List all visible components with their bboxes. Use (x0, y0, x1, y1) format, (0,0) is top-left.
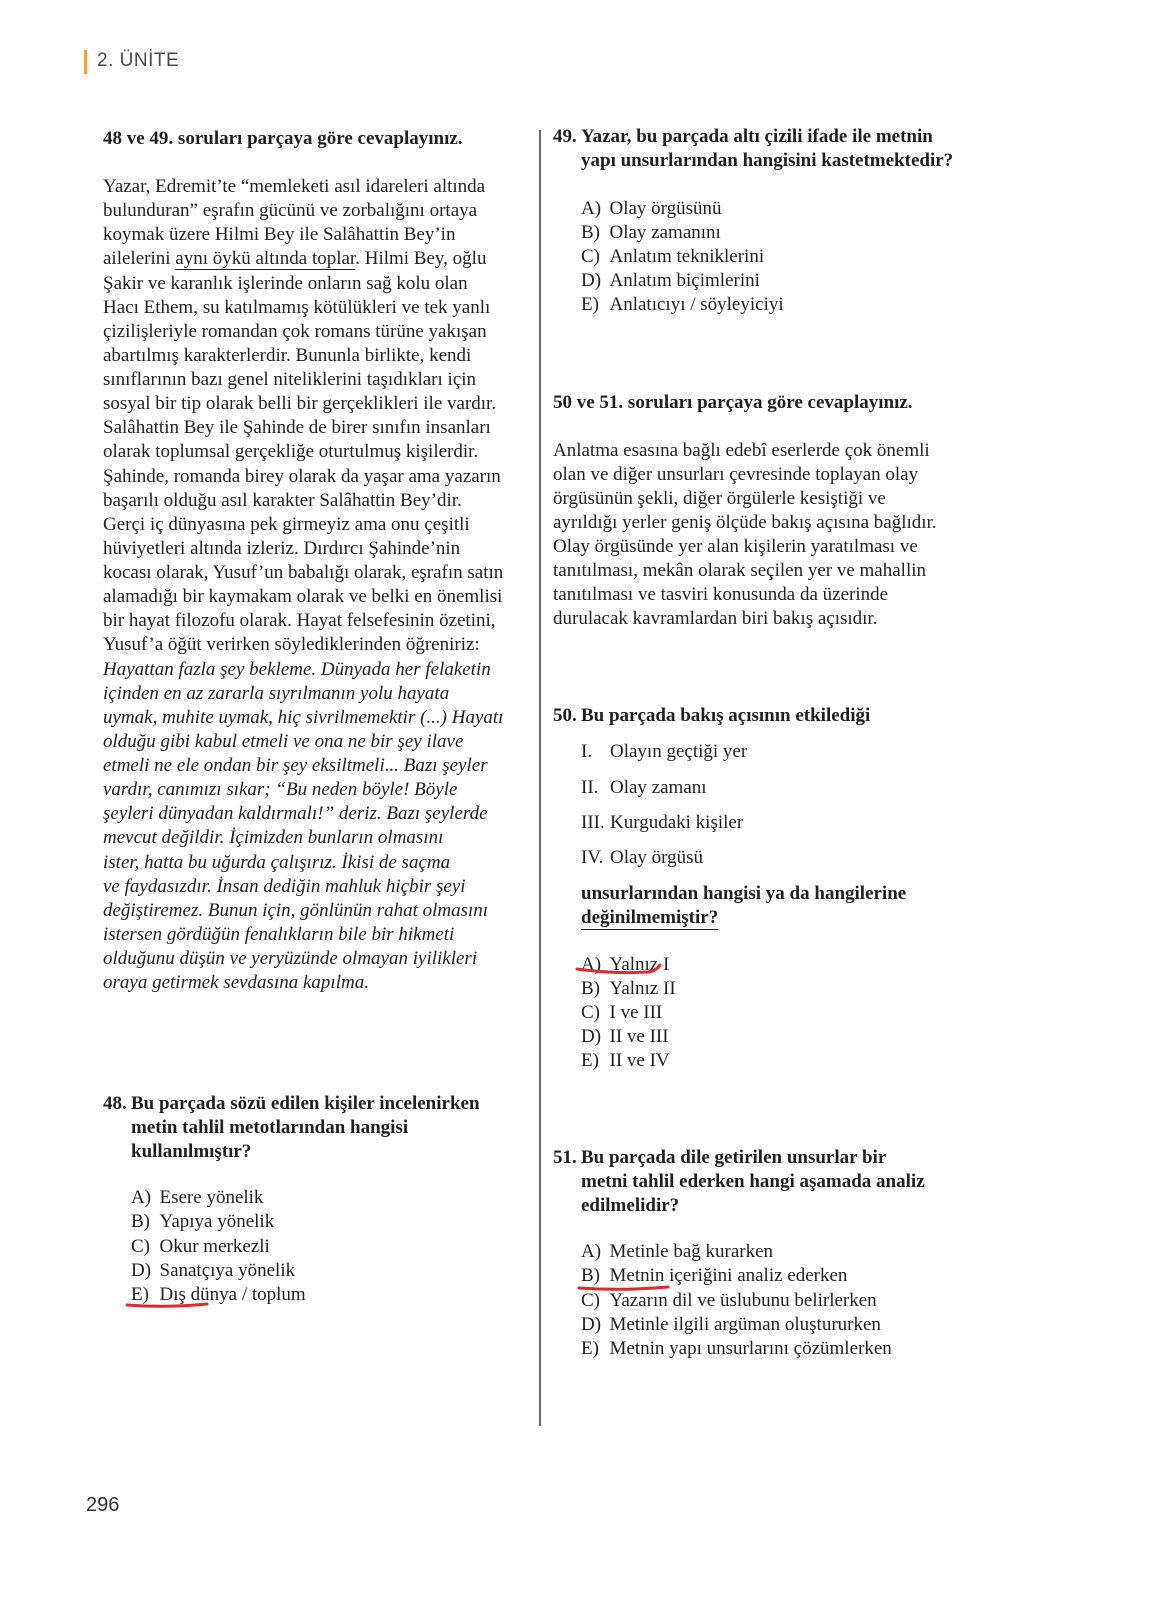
question-number: 51. (553, 1147, 577, 1168)
option-letter: C) (581, 1002, 600, 1023)
quote-line: uymak, muhite uymak, hiç sivrilmemektir (...) Hayatı (103, 706, 504, 728)
option-text: Metnin yapı unsurlarını çözümlerken (609, 1338, 892, 1359)
question-number: 50. (553, 705, 577, 726)
passage-line: Salâhattin Bey ile Şahinde de birer sınıfın insanları (103, 417, 491, 439)
answer-option (581, 245, 784, 269)
unit-accent-bar (84, 50, 87, 74)
option-letter: A) (581, 954, 602, 975)
item-numeral: II. (581, 776, 599, 798)
answer-option (581, 197, 784, 221)
option-letter: D) (581, 270, 602, 291)
question-49 (553, 125, 953, 173)
answer-option (131, 1259, 306, 1283)
question-number: 49. (553, 126, 577, 147)
quote-line: şeyleri dünyadan kaldırmalı!” deriz. Bazı şeylerde (103, 803, 488, 825)
quote-line: vardır, canımızı sıkar; “Bu neden böyle! Böyle (103, 779, 458, 801)
option-text: Anlatım biçimlerini (609, 270, 760, 291)
item-numeral: I. (581, 741, 593, 763)
quote-line: oraya getirmek sevdasına kapılma. (103, 972, 369, 994)
option-text: Okur merkezli (159, 1235, 270, 1257)
passage-line: kocası olarak, Yusuf’un babalığı olarak, eşrafın satın (103, 562, 504, 583)
item-text: Olay zamanı (610, 776, 707, 798)
option-text: Yazarın dil ve üslubunu belirlerken (609, 1289, 877, 1311)
stem-line: Bu parçada sözü edilen kişiler incelenirken (131, 1093, 480, 1114)
column-divider (539, 130, 541, 1426)
quote-line: ister, hatta bu uğurda çalışırız. İkisi de saçma (103, 851, 451, 873)
options-50 (581, 953, 676, 1073)
passage-line: hüviyetleri altında izleriz. Dırdırcı Şahinde’nin (103, 537, 461, 559)
passage-line: bir hayat filozofu olarak. Hayat felsefesinin özetini, (103, 610, 496, 632)
answer-option-marked (131, 1283, 306, 1307)
option-letter: A) (581, 198, 602, 219)
quote-line: mevcut değildir. İçimizden bunların olmasını (103, 827, 444, 849)
answer-option (581, 1337, 892, 1361)
answer-option (581, 977, 676, 1001)
option-letter: D) (581, 1313, 602, 1335)
answer-option (581, 1240, 892, 1264)
stem-line: metni tahlil ederken hangi aşamada analiz (581, 1171, 925, 1192)
stem-line: Yazar, bu parçada altı çizili ifade ile metnin (581, 126, 933, 147)
stem-line: metin tahlil metotlarından hangisi (131, 1117, 409, 1138)
statement-item (581, 840, 747, 875)
option-letter: B) (581, 222, 600, 243)
question-48 (103, 1092, 480, 1164)
item-numeral: III. (581, 811, 605, 833)
unit-label: 2. ÜNİTE (97, 50, 180, 71)
statement-item (581, 734, 747, 769)
quote-line: olduğunu düşün ve yeryüzünde olmayan iyilikleri (103, 948, 478, 969)
stem-line: Bu parçada dile getirilen unsurlar bir (581, 1147, 887, 1168)
question-number: 48. (103, 1093, 127, 1114)
option-text: Sanatçıya yönelik (159, 1259, 296, 1281)
answer-option (581, 1001, 676, 1025)
question-stem: Bu parçada bakış açısının etkilediği (581, 705, 871, 726)
passage-line: sosyal bir tip olarak belli bir gerçeklikleri ile vardır. (103, 393, 497, 415)
passage-line: Şahinde, romanda birey olarak da yaşar ama yazarın (103, 465, 501, 487)
stem-line: kullanılmıştır? (131, 1141, 252, 1162)
passage-line: abartılmış karakterlerdir. Bununla birlikte, kendi (103, 344, 472, 366)
answer-option (581, 293, 784, 317)
option-letter: E) (581, 1050, 599, 1071)
option-letter: B) (581, 978, 600, 999)
option-text: Yalnız II (609, 978, 676, 999)
passage-line: Gerçi iç dünyasına pek girmeyiz ama onu çeşitli (103, 513, 470, 535)
option-letter: A) (581, 1241, 602, 1262)
passage-line: olan ve diğer unsurları çevresinde toplayan olay (553, 464, 919, 485)
quote-line: olduğu gibi kabul etmeli ve ona ne bir şey ilave (103, 730, 464, 752)
question-stem (553, 125, 953, 173)
option-text: Metinle bağ kurarken (609, 1241, 774, 1262)
underlined-phrase: aynı öykü altında toplar (175, 248, 356, 270)
answer-option (131, 1186, 306, 1210)
statement-item (581, 770, 747, 805)
option-letter: B) (581, 1265, 600, 1287)
question-stem (103, 1092, 480, 1164)
question-stem (553, 1146, 925, 1218)
option-text: II ve IV (609, 1050, 670, 1071)
question-50-stem-continuation (581, 882, 906, 930)
option-letter: E) (581, 294, 599, 315)
options-49 (581, 197, 784, 317)
item-numeral: IV. (581, 847, 604, 869)
question-51 (553, 1146, 925, 1218)
option-text: Yalnız I (609, 954, 670, 975)
answer-option (581, 1025, 676, 1049)
option-letter: D) (581, 1026, 602, 1047)
page-number: 296 (86, 1494, 120, 1516)
passage-line: Olay örgüsünde yer alan kişilerin yaratılması ve (553, 536, 918, 557)
options-48 (131, 1186, 306, 1307)
passage-line: çizilişleriyle romandan çok romans türüne yakışan (103, 320, 487, 342)
answer-option (581, 221, 784, 245)
passage-line: Hacı Ethem, su katılmamış kötülükleri ve tek yanlı (103, 296, 491, 318)
passage-line: tanıtılması ve tasviri konusunda da üzerinde (553, 584, 889, 605)
stem-line: unsurlarından hangisi ya da hangilerine (581, 883, 907, 904)
item-text: Olay örgüsü (610, 847, 704, 869)
option-letter: E) (131, 1284, 149, 1305)
answer-option (581, 1289, 892, 1313)
option-letter: D) (131, 1259, 152, 1281)
passage-line: bulunduran” eşrafın gücünü ve zorbalığını ortaya (103, 200, 478, 222)
option-text: Olay zamanını (609, 222, 721, 243)
option-letter: A) (131, 1187, 152, 1208)
option-text: Dış dünya / toplum (159, 1284, 306, 1305)
passage-text: ailelerini (103, 248, 176, 270)
item-text: Kurgudaki kişiler (610, 811, 744, 833)
option-text: Esere yönelik (159, 1187, 264, 1208)
passage-line: olarak toplumsal gerçekliğe oturtulmuş kişilerdir. (103, 441, 479, 463)
options-51 (581, 1240, 892, 1361)
instruction-48-49: 48 ve 49. soruları parçaya göre cevaplayınız. (103, 128, 463, 149)
passage-line: Yazar, Edremit’te “memleketi asıl idareleri altında (103, 176, 486, 197)
quote-line: içinden en az zararla sıyrılmanın yolu hayata (103, 682, 450, 704)
passage-line: başarılı olduğu asıl karakter Salâhattin Bey’dir. (103, 489, 462, 511)
answer-option (581, 1049, 676, 1073)
passage-line: alamadığı bir kaymakam olarak ve belki en önemlisi (103, 586, 503, 608)
stem-line: edilmelidir? (581, 1195, 680, 1216)
passage-line: Şakir ve karanlık işlerinde onların sağ kolu olan (103, 272, 468, 294)
stem-line (581, 906, 906, 930)
option-text: Metinle ilgili argüman oluştururken (609, 1313, 881, 1335)
passage-line: Yusuf’a öğüt verirken söylediklerinden öğreniriz: (103, 634, 480, 656)
passage-line: koymak üzere Hilmi Bey ile Salâhattin Bey’in (103, 224, 456, 246)
answer-option (581, 269, 784, 293)
option-text: Anlatım tekniklerini (609, 246, 765, 267)
option-letter: C) (581, 246, 600, 267)
quote-line: etmeli ne ele ondan bir şey eksiltmeli... Bazı şeyler (103, 755, 488, 776)
option-text: Metnin içeriğini analiz ederken (609, 1265, 848, 1287)
option-text: Anlatıcıyı / söyleyiciyi (609, 294, 784, 315)
passage-line: sınıflarının bazı genel niteliklerini taşıdıkları için (103, 369, 477, 390)
passage-50-51 (553, 439, 937, 631)
option-text: Olay örgüsünü (609, 198, 722, 219)
question-50-items (581, 734, 747, 875)
quote-line: Hayattan fazla şey bekleme. Dünyada her felaketin (103, 658, 491, 680)
option-text: I ve III (609, 1002, 663, 1023)
answer-option (581, 1313, 892, 1337)
option-text: II ve III (609, 1026, 669, 1047)
quote-line: istersen gördüğün fenalıkların bile bir hikmeti (103, 923, 455, 945)
option-letter: C) (581, 1289, 600, 1311)
item-text: Olayın geçtiği yer (610, 741, 748, 763)
stem-line: yapı unsurlarından hangisini kastetmektedir? (581, 150, 954, 171)
quote-line: ve faydasızdır. İnsan dediğin mahluk hiçbir şeyi (103, 875, 466, 897)
answer-option (131, 1210, 306, 1234)
passage-line: ayrıldığı yerler geniş ölçüde bakış açısına bağlıdır. (553, 512, 937, 533)
underlined-negative: değinilmemiştir? (581, 907, 719, 928)
passage-line: durulacak kavramlardan biri bakış açısıdır. (553, 608, 878, 629)
option-letter: E) (581, 1338, 599, 1359)
passage-line: örgüsünün şekli, diğer örgülerle kesiştiği ve (553, 488, 886, 509)
passage-line: tanıtılması, mekân olarak seçilen yer ve mahallin (553, 560, 927, 581)
quote-line: değiştiremez. Bunun için, gönlünün rahat olmasını (103, 899, 489, 921)
answer-option-marked (581, 1264, 892, 1288)
option-letter: B) (131, 1211, 150, 1233)
option-text: Yapıya yönelik (159, 1211, 275, 1233)
passage-text: . Hilmi Bey, oğlu (355, 248, 487, 270)
statement-item (581, 805, 747, 840)
instruction-50-51: 50 ve 51. soruları parçaya göre cevaplayınız. (553, 392, 913, 413)
question-50 (553, 704, 870, 728)
passage-48-49 (103, 175, 503, 995)
passage-line: Anlatma esasına bağlı edebî eserlerde çok önemli (553, 440, 930, 461)
option-letter: C) (131, 1235, 150, 1257)
passage-line (103, 247, 503, 271)
answer-option (131, 1235, 306, 1259)
answer-option-marked (581, 953, 676, 977)
